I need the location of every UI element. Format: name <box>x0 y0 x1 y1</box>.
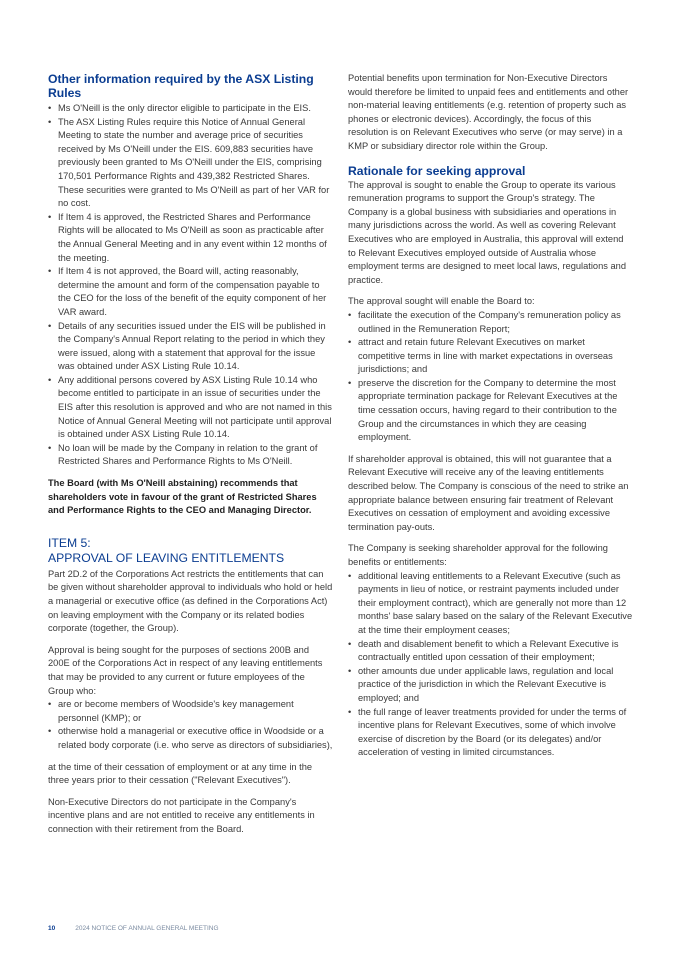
page-number: 10 <box>48 925 56 932</box>
paragraph: The approval sought will enable the Board to: <box>348 296 535 307</box>
list-item: • The ASX Listing Rules require this Notice of Annual General Meeting to state the number and average price of securities received by Ms O'Neill under the EIS. 609,883 securities have previously been granted to Ms O'Neill under the EIS, comprising 170,501 Performance Rights and 439,382 Restricted Shares. These securities were granted to Ms O'Neill as part of her VAR for no cost. <box>48 116 333 211</box>
list-item: • the full range of leaver treatments provided for under the terms of incentive plans for Relevant Executives, some of which involve exercise of discretion by the Board (or its delegates) and/or acceleration of vesting in limited circumstances. <box>348 706 633 760</box>
document-title: 2024 NOTICE OF ANNUAL GENERAL MEETING <box>75 925 219 932</box>
who-bullet-list <box>48 698 333 752</box>
list-item: • additional leaving entitlements to a Relevant Executive (such as payments in lieu of notice, or restraint payments included under their employment contract), which are generally not more than 12 months' base salary based on the salary of the Relevant Executive at the time their employment ceases; <box>348 570 633 638</box>
list-item: • Ms O'Neill is the only director eligible to participate in the EIS. <box>48 102 333 116</box>
list-item: • otherwise hold a managerial or executive office in Woodside or a related body corporate (i.e. who serve as directors of subsidiaries), <box>48 725 333 752</box>
list-item: • preserve the discretion for the Company to determine the most appropriate termination package for Relevant Executives at the time cessation occurs, having regard to their contribution to the Group and the circumstances in which they are ceasing employment. <box>348 377 633 445</box>
paragraph: Potential benefits upon termination for Non-Executive Directors would therefore be limited to unpaid fees and entitlements and other non-material leaving entitlements (e.g. retention of property such as phones or electronic devices). Accordingly, the focus of this resolution is on Relevant Executives who serve (or may serve) in a KMP or subsidiary director role within the Group. <box>348 73 629 151</box>
list-item: • If Item 4 is not approved, the Board will, acting reasonably, determine the amount and form of the compensation payable to the CEO for the loss of the benefit of the equity component of her VAR award. <box>48 265 333 319</box>
benefit-bullet-list <box>348 570 633 760</box>
paragraph: Part 2D.2 of the Corporations Act restricts the entitlements that can be given without shareholder approval to individuals who hold or held a managerial or executive office (as defined in the Corporations Act) on leaving employment with the Company or its related bodies corporate (together, the Group). <box>48 568 333 634</box>
list-item: • Any additional persons covered by ASX Listing Rule 10.14 who become entitled to participate in an issue of securities under the EIS after this resolution is approved and who are not named in this Notice of Annual General Meeting will not participate until approval is obtained under ASX Listing Rule 10.14. <box>48 374 333 442</box>
page-footer <box>48 925 219 932</box>
paragraph: The approval is sought to enable the Group to operate its various remuneration programs to support the Group's strategy. The Company is a global business with subsidiaries and operations in many jurisdictions across the world. As well as covering Relevant Executives who are employed in Australia, this approval will extend to Relevant Executives employed outside of Australia whose employment terms are designed to meet local laws, regulations and practice. <box>348 179 627 285</box>
list-item: • are or become members of Woodside's key management personnel (KMP); or <box>48 698 333 725</box>
right-column <box>348 72 633 760</box>
item-label: ITEM 5: <box>48 535 91 550</box>
enable-bullet-list <box>348 309 633 445</box>
list-item: • No loan will be made by the Company in relation to the grant of Restricted Shares and Performance Rights to Ms O'Neill. <box>48 442 333 469</box>
list-item: • other amounts due under applicable laws, regulation and local practice of the jurisdiction in which the Relevant Executive is employed; and <box>348 665 633 706</box>
list-item: • If Item 4 is approved, the Restricted Shares and Performance Rights will be allocated to Ms O'Neill as soon as practicable after the Annual General Meeting and in any event within 12 months of the meeting. <box>48 211 333 265</box>
left-column <box>48 72 333 837</box>
asx-bullet-list <box>48 102 333 469</box>
paragraph: at the time of their cessation of employment or at any time in the three years prior to their cessation ("Relevant Executives"). <box>48 761 313 786</box>
paragraph: The Company is seeking shareholder approval for the following benefits or entitlements: <box>348 543 608 567</box>
list-item: • Details of any securities issued under the EIS will be published in the Company's Annual Report relating to the period in which they were issued, along with a statement that approval for the issue was obtained under ASX Listing Rule 10.14. <box>48 320 333 374</box>
heading-asx-listing-rules: Other information required by the ASX Listing Rules <box>48 72 314 100</box>
list-item: • death and disablement benefit to which a Relevant Executive is contractually entitled upon cessation of their employment; <box>348 638 633 665</box>
list-item: • attract and retain future Relevant Executives on market competitive terms in line with market expectations in overseas jurisdictions; and <box>348 336 633 377</box>
paragraph: Approval is being sought for the purposes of sections 200B and 200E of the Corporations Act in respect of any leaving entitlements that may be provided to any current or future employees of the Group who: <box>48 644 323 696</box>
heading-rationale: Rationale for seeking approval <box>348 163 526 178</box>
paragraph: If shareholder approval is obtained, this will not guarantee that a Relevant Executive will receive any of the leaving entitlements described below. The Company is conscious of the need to strike an appropriate balance between ensuring fair treatment of Relevant Executives on cessation of employment and avoiding excessive termination pay-outs. <box>348 453 629 532</box>
list-item: • facilitate the execution of the Company's remuneration policy as outlined in the Remuneration Report; <box>348 309 633 336</box>
paragraph: Non-Executive Directors do not participate in the Company's incentive plans and are not entitled to receive any entitlements in connection with their retirement from the Board. <box>48 796 315 834</box>
item-title: APPROVAL OF LEAVING ENTITLEMENTS <box>48 550 285 565</box>
board-recommendation: The Board (with Ms O'Neill abstaining) recommends that shareholders vote in favour of the grant of Restricted Shares and Performance Rights to the CEO and Managing Director. <box>48 478 317 516</box>
